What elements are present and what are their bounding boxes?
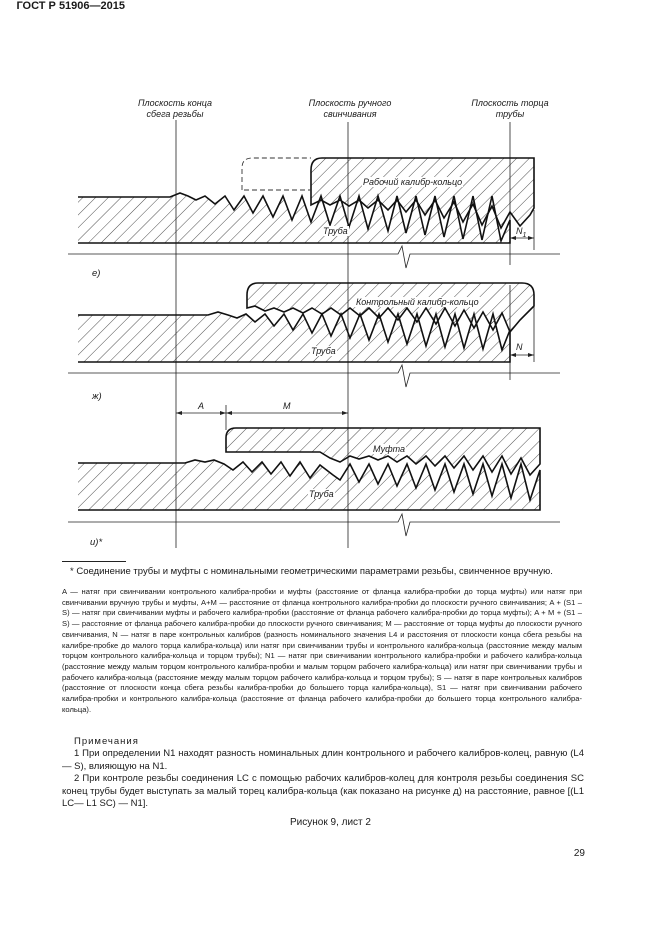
panel-label-i: и)*	[90, 537, 103, 548]
pipe-zh	[78, 312, 510, 362]
label-plane-runout: Плоскость конца сбега резьбы	[137, 98, 213, 119]
standard-number: ГОСТ Р 51906—2015	[16, 0, 125, 12]
note-2: 2 При контроле резьбы соединения LC с помощью рабочих калибров-колец для контроля резьбы соединения SC конец трубы будет выступать за малый торец калибра-кольца (как показано на рисунке д) на расстояние, равное [(L1 LC— L1 SC) — N1].	[62, 773, 584, 809]
notes-title: Примечания	[74, 736, 139, 747]
label-control-ring-gauge: Контрольный калибр-кольцо	[356, 297, 479, 307]
label-coupling: Муфта	[373, 444, 406, 454]
dim-a: A	[198, 401, 205, 411]
break-line-i	[68, 514, 560, 536]
dim-n: N	[516, 342, 523, 352]
footnote: * Соединение трубы и муфты с номинальными геометрическими параметрами резьбы, свинченное вручную.	[70, 566, 553, 577]
dim-n1	[516, 226, 526, 239]
ring-gauge-dashed	[242, 158, 311, 190]
label-pipe-e: Труба	[323, 226, 348, 236]
page-number: 29	[573, 848, 585, 859]
break-line-e	[68, 246, 560, 268]
label-plane-hand-tight: Плоскость ручного свинчивания	[308, 98, 392, 119]
legend-text: A — натяг при свинчивании контрольного калибра-пробки и муфты (расстояние от фланца калибра-пробки до торца муфты) или натяг при свинчивании вручную трубы и муфты, A+M — расстояние от фланца контрольного калибра-пробки до плоскости ручного свинчивания; A + (S1 – S) — натяг при свинчивании муфты и рабочего калибра-пробки (расстояние от фланца рабочего калибра-пробки до торца муфты); A + M + (S1 – S) — расстояние от фланца рабочего калибра-пробки до плоскости ручного свинчивания; M — расстояние от торца муфты до плоскости ручного свинчивания, N — натяг в паре контрольных калибров (разность номинального значения L4 и расстояния от плоскости конца сбега резьбы на калибре-пробке до малого торца калибра-кольца) или натяг при свинчивании трубы и контрольного калибра-кольца (расстояние между малым торцом контрольного калибра-кольца и торцом трубы); N1 — натяг при свинчивании контрольного калибра-пробки и рабочего калибра-кольца (расстояние между малым торцом контрольного калибра-пробки и малым торцом рабочего калибра-кольца) или натяг при свинчивании трубы и рабочего калибра-кольца (расстояние между малым торцом рабочего калибра-кольца и торцом трубы); S — натяг в паре контрольных калибров (расстояние от плоскости конца сбега резьбы калибра-пробки до большего торца калибра-кольца), S1 — натяг при свинчивании рабочего калибра-пробки и контрольного калибра-кольца (расстояние от фланца рабочего калибра-пробки до большего торца контрольного калибра-кольца).	[62, 587, 582, 714]
panel-i	[68, 405, 560, 536]
dim-n1-letter: N	[516, 226, 523, 236]
panel-e	[68, 158, 560, 268]
dim-m: M	[283, 401, 291, 411]
panel-label-e: е)	[92, 268, 101, 279]
figure-caption: Рисунок 9, лист 2	[290, 817, 371, 828]
label-pipe-zh: Труба	[311, 346, 336, 356]
panel-zh	[68, 283, 560, 387]
footnote-rule	[62, 561, 126, 562]
label-plane-pipe-end: Плоскость торца трубы	[471, 98, 549, 119]
label-working-ring-gauge: Рабочий калибр-кольцо	[363, 177, 463, 187]
note-1: 1 При определении N1 находят разность номинальных длин контрольного и рабочего калибров-колец, равную (L4 — S), влияющую на N1.	[62, 748, 584, 772]
panel-label-zh: ж)	[92, 391, 102, 402]
dim-n1-sub: 1	[522, 231, 527, 239]
label-pipe-i: Труба	[309, 489, 334, 499]
break-line-zh	[68, 365, 560, 387]
